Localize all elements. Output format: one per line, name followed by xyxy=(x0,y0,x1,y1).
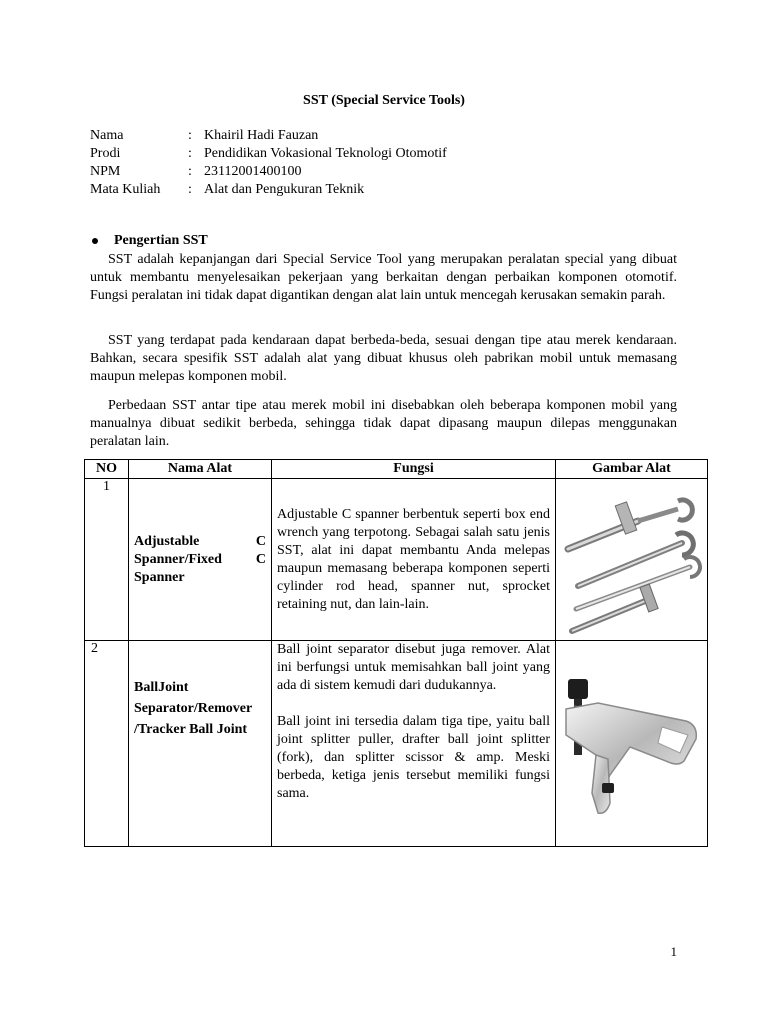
table-row xyxy=(85,641,708,847)
student-info xyxy=(90,127,447,199)
header-no: NO xyxy=(85,460,129,479)
paragraph-1: SST adalah kepanjangan dari Special Service Tool yang merupakan peralatan special yang dibuat untuk membantu menyelesaikan pekerjaan yang berkaitan dengan perbaikan komponen otomotif. Fungsi peralatan ini tidak dapat digantikan dengan alat lain untuk mencegah kerusakan semakin parah. xyxy=(90,252,677,303)
page-number: 1 xyxy=(670,944,677,959)
info-row-mata-kuliah: Mata Kuliah : Alat dan Pengukuran Teknik xyxy=(90,182,365,197)
info-label: Nama xyxy=(90,128,124,143)
info-value: Khairil Hadi Fauzan xyxy=(204,128,319,143)
section-heading xyxy=(90,233,208,249)
table-header-row xyxy=(85,460,708,479)
ball-joint-separator-image xyxy=(558,643,704,843)
row-number: 1 xyxy=(85,479,129,641)
tool-name: Adjustable C Spanner/Fixed C Spanner xyxy=(134,533,266,585)
tool-function: Adjustable C spanner berbentuk seperti box end wrench yang terpotong. Sebagai salah satu jenis SST, alat ini dapat membantu Anda melepas maupun memasang beberapa komponen seperti cylinder rod head, spanner nut, sprocket retaining nut, dan lain-lain. xyxy=(277,506,550,612)
section-heading-text: Pengertian SST xyxy=(114,233,208,248)
row-number: 2 xyxy=(85,641,129,847)
header-gambar-alat: Gambar Alat xyxy=(556,460,708,479)
header-fungsi: Fungsi xyxy=(272,460,556,479)
info-value: Pendidikan Vokasional Teknologi Otomotif xyxy=(204,146,447,161)
info-label: Prodi xyxy=(90,146,121,161)
info-label: Mata Kuliah xyxy=(90,182,161,197)
ball-joint-separator-image xyxy=(556,641,708,847)
info-label: NPM xyxy=(90,164,121,179)
tool-function-detail: Ball joint ini tersedia dalam tiga tipe, yaitu ball joint splitter puller, drafter ball joint splitter (fork), dan splitter scissor & amp. Meski berbeda, ketiga jenis tersebut memiliki fungsi sama. xyxy=(277,714,550,801)
info-value: Alat dan Pengukuran Teknik xyxy=(204,182,365,197)
paragraph-3: Perbedaan SST antar tipe atau merek mobil ini disebabkan oleh beberapa komponen mobil yang manualnya dibuat sedikit berbeda, sehingga tidak dapat dipasang maupun dilepas menggunakan peralatan lain. xyxy=(90,398,677,449)
bullet-icon xyxy=(92,238,98,244)
info-row-prodi: Prodi : Pendidikan Vokasional Teknologi Otomotif xyxy=(90,146,447,161)
c-spanner-image xyxy=(558,481,704,637)
paragraph-2: SST yang terdapat pada kendaraan dapat berbeda-beda, sesuai dengan tipe atau merek kendaraan. Bahkan, secara spesifik SST adalah alat yang dibuat khusus oleh pabrikan mobil untuk memasang maupun melepas komponen mobil. xyxy=(90,333,677,384)
info-value: 23112001400100 xyxy=(204,164,302,179)
c-spanner-image xyxy=(556,479,708,641)
tools-table xyxy=(84,459,708,847)
tool-name: BallJoint Separator/Remover /Tracker Ball Joint xyxy=(134,680,252,737)
table-row xyxy=(85,479,708,641)
document-title: SST (Special Service Tools) xyxy=(303,93,465,108)
header-nama-alat: Nama Alat xyxy=(129,460,272,479)
info-row-npm: NPM : 23112001400100 xyxy=(90,164,302,179)
info-row-nama: Nama : Khairil Hadi Fauzan xyxy=(90,128,319,143)
tool-function: Ball joint separator disebut juga remover. Alat ini berfungsi untuk memisahkan ball joint yang ada di sistem kemudi dari dudukannya. xyxy=(277,642,550,693)
